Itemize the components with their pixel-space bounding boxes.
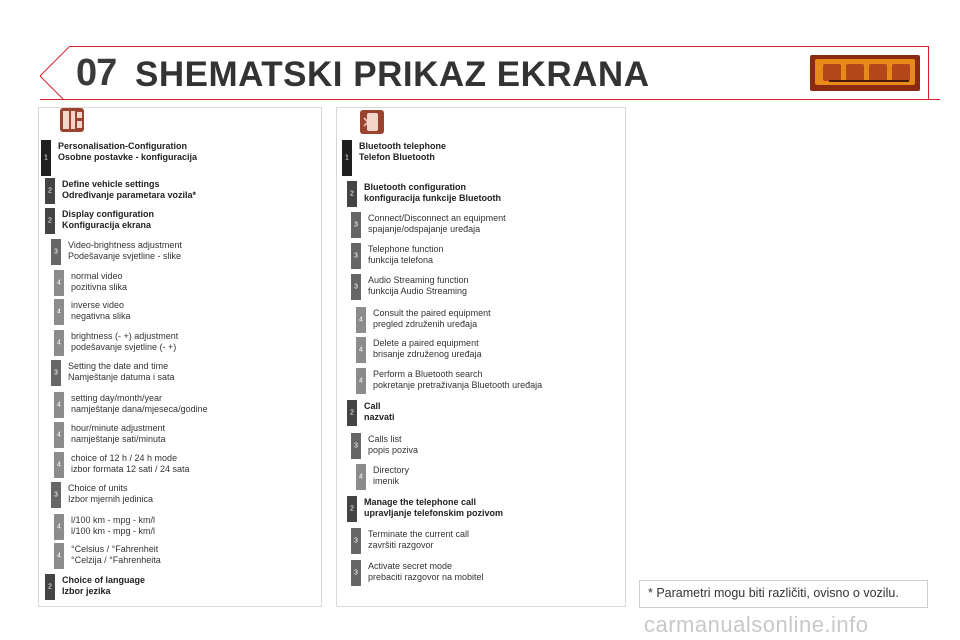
level-marker <box>51 239 61 265</box>
level-marker <box>45 574 55 600</box>
menu-item-label-hr: nazvati <box>364 411 395 422</box>
level-number: 1 <box>345 154 349 162</box>
level-marker <box>351 528 361 554</box>
level-number: 4 <box>57 401 61 409</box>
left-menu-item <box>71 423 166 444</box>
right-menu-item <box>368 213 506 234</box>
left-menu-item <box>71 300 131 321</box>
menu-item-label-hr: pregled združenih uređaja <box>373 318 478 329</box>
level-marker <box>41 140 51 176</box>
level-number: 3 <box>354 569 358 577</box>
menu-item-label-hr: spajanje/odspajanje uređaja <box>368 223 481 234</box>
level-number: 4 <box>359 377 363 385</box>
cd-icon <box>846 64 864 81</box>
level-marker <box>54 543 64 569</box>
menu-item-label-en: setting day/month/year <box>71 393 163 403</box>
menu-item-label-hr: negativna slika <box>71 310 131 321</box>
menu-item-label-en: inverse video <box>71 300 125 310</box>
level-marker <box>54 514 64 540</box>
menu-item-label-hr: Izbor mjernih jedinica <box>68 493 154 504</box>
menu-item-label-en: normal video <box>71 271 123 281</box>
menu-item-label-en: Calls list <box>368 434 402 444</box>
menu-item-label-en: Terminate the current call <box>368 529 470 539</box>
level-marker <box>342 140 352 176</box>
level-number: 2 <box>350 190 354 198</box>
right-menu-item <box>359 141 446 162</box>
menu-item-label-en: Call <box>364 401 381 411</box>
right-menu-item <box>368 275 469 296</box>
menu-item-label-en: Bluetooth telephone <box>359 141 446 151</box>
right-menu-item <box>364 497 503 518</box>
chapter-number: 07 <box>76 52 117 94</box>
left-menu-item <box>68 483 153 504</box>
left-menu-item <box>62 209 154 230</box>
header-border-bottom <box>40 99 940 100</box>
left-menu-item <box>62 179 196 200</box>
level-marker <box>45 178 55 204</box>
menu-item-label-en: choice of 12 h / 24 h mode <box>71 453 178 463</box>
right-menu-item <box>368 434 418 455</box>
level-number: 2 <box>48 583 52 591</box>
menu-item-label-en: hour/minute adjustment <box>71 423 166 433</box>
page-title: SHEMATSKI PRIKAZ EKRANA <box>135 55 650 94</box>
menu-item-label-hr: namještanje dana/mjeseca/godine <box>71 403 208 414</box>
menu-item-label-hr: Podešavanje svjetline - slike <box>68 250 182 261</box>
level-number: 4 <box>359 473 363 481</box>
menu-item-label-en: Setting the date and time <box>68 361 169 371</box>
right-menu-item <box>373 338 482 359</box>
menu-item-label-en: l/100 km - mpg - km/l <box>71 515 156 525</box>
watermark: carmanualsonline.info <box>644 612 869 637</box>
menu-item-label-hr: namještanje sati/minuta <box>71 433 166 444</box>
left-menu-item <box>68 361 175 382</box>
level-marker <box>356 464 366 490</box>
personalisation-config-icon <box>60 108 84 132</box>
menu-item-label-en: Audio Streaming function <box>368 275 469 285</box>
menu-item-label-en: °Celsius / °Fahrenheit <box>71 544 159 554</box>
left-menu-item <box>68 240 182 261</box>
menu-item-label-hr: popis poziva <box>368 444 419 455</box>
left-menu-item <box>71 515 155 536</box>
level-number: 4 <box>57 308 61 316</box>
right-menu-item <box>364 401 395 422</box>
header-border-top <box>70 46 929 47</box>
level-marker <box>45 208 55 234</box>
level-number: 3 <box>54 491 58 499</box>
menu-item-label-en: Define vehicle settings <box>62 179 160 189</box>
right-menu-item <box>368 244 444 265</box>
menu-item-label-en: brightness (- +) adjustment <box>71 331 179 341</box>
level-marker <box>356 368 366 394</box>
level-marker <box>351 433 361 459</box>
menu-item-label-en: Video-brightness adjustment <box>68 240 182 250</box>
screen-display-icon <box>810 55 920 91</box>
level-number: 4 <box>57 339 61 347</box>
menu-item-label-hr: pokretanje pretraživanja Bluetooth uređaja <box>373 379 543 390</box>
menu-item-label-en: Choice of units <box>68 483 128 493</box>
left-menu-item <box>58 141 197 162</box>
level-number: 3 <box>354 537 358 545</box>
radio-icon <box>823 64 841 81</box>
phone-icon <box>892 64 910 81</box>
left-menu-item <box>71 331 178 352</box>
menu-item-label-en: Display configuration <box>62 209 155 219</box>
level-number: 4 <box>57 431 61 439</box>
menu-item-label-en: Bluetooth configuration <box>364 182 466 192</box>
left-menu-item <box>71 544 161 565</box>
level-marker <box>351 243 361 269</box>
level-number: 4 <box>359 316 363 324</box>
level-marker <box>356 337 366 363</box>
level-number: 3 <box>354 252 358 260</box>
level-marker <box>347 400 357 426</box>
level-number: 2 <box>48 187 52 195</box>
level-number: 4 <box>57 279 61 287</box>
menu-item-label-hr: brisanje združenog uređaja <box>373 348 482 359</box>
level-number: 3 <box>354 283 358 291</box>
level-marker <box>51 360 61 386</box>
level-number: 3 <box>354 221 358 229</box>
level-number: 4 <box>57 552 61 560</box>
menu-item-label-hr: l/100 km - mpg - km/l <box>71 525 156 536</box>
level-marker <box>54 452 64 478</box>
menu-item-label-hr: podešavanje svjetline (- +) <box>71 341 177 352</box>
menu-item-label-en: Consult the paired equipment <box>373 308 491 318</box>
footnote-text: * Parametri mogu biti različiti, ovisno o vozilu. <box>648 586 899 600</box>
level-marker <box>347 496 357 522</box>
left-menu-item <box>71 393 208 414</box>
level-number: 2 <box>350 409 354 417</box>
level-marker <box>351 274 361 300</box>
menu-item-label-en: Choice of language <box>62 575 146 585</box>
level-marker <box>54 422 64 448</box>
right-menu-item <box>373 465 409 486</box>
level-number: 2 <box>350 505 354 513</box>
level-number: 2 <box>48 217 52 225</box>
menu-item-label-hr: Telefon Bluetooth <box>359 151 435 162</box>
right-menu-item <box>364 182 501 203</box>
menu-item-label-hr: °Celzija / °Fahrenheita <box>71 554 161 565</box>
level-marker <box>51 482 61 508</box>
menu-item-label-hr: konfiguracija funkcije Bluetooth <box>364 192 502 203</box>
left-menu-item <box>71 453 190 474</box>
menu-item-label-hr: izbor formata 12 sati / 24 sata <box>71 463 190 474</box>
menu-item-label-hr: Namještanje datuma i sata <box>68 371 175 382</box>
menu-item-label-en: Manage the telephone call <box>364 497 477 507</box>
menu-item-label-en: Perform a Bluetooth search <box>373 369 483 379</box>
menu-item-label-en: Delete a paired equipment <box>373 338 479 348</box>
level-marker <box>54 270 64 296</box>
menu-item-label-hr: Određivanje parametara vozila* <box>62 189 197 200</box>
level-marker <box>356 307 366 333</box>
screen-bar <box>829 80 909 82</box>
right-menu-item <box>373 369 542 390</box>
menu-item-label-en: Connect/Disconnect an equipment <box>368 213 506 223</box>
menu-item-label-hr: upravljanje telefonskim pozivom <box>364 507 504 518</box>
menu-item-label-en: Telephone function <box>368 244 444 254</box>
level-marker <box>351 560 361 586</box>
right-menu-item <box>373 308 491 329</box>
menu-item-label-hr: Konfiguracija ekrana <box>62 219 152 230</box>
left-menu-item <box>62 575 145 596</box>
level-number: 4 <box>359 346 363 354</box>
left-menu-item <box>71 271 127 292</box>
level-marker <box>347 181 357 207</box>
level-number: 3 <box>54 369 58 377</box>
level-number: 1 <box>44 154 48 162</box>
menu-item-label-hr: imenik <box>373 475 400 486</box>
level-number: 3 <box>54 248 58 256</box>
level-marker <box>54 392 64 418</box>
menu-item-label-en: Personalisation-Configuration <box>58 141 188 151</box>
menu-item-label-hr: završiti razgovor <box>368 539 434 550</box>
level-marker <box>351 212 361 238</box>
menu-item-label-hr: pozitivna slika <box>71 281 128 292</box>
level-number: 4 <box>57 461 61 469</box>
menu-item-label-hr: funkcija telefona <box>368 254 434 265</box>
menu-item-label-hr: prebaciti razgovor na mobitel <box>368 571 484 582</box>
menu-item-label-hr: Izbor jezika <box>62 585 111 596</box>
footnote-box <box>639 580 928 608</box>
menu-item-label-en: Directory <box>373 465 410 475</box>
level-marker <box>54 330 64 356</box>
bluetooth-telephone-icon <box>360 110 384 134</box>
level-marker <box>54 299 64 325</box>
right-menu-item <box>368 561 484 582</box>
level-number: 3 <box>354 442 358 450</box>
menu-item-label-en: Activate secret mode <box>368 561 453 571</box>
config-icon <box>869 64 887 81</box>
right-menu-item <box>368 529 469 550</box>
menu-item-label-hr: funkcija Audio Streaming <box>368 285 468 296</box>
header-border-right <box>928 46 929 100</box>
menu-item-label-hr: Osobne postavke - konfiguracija <box>58 151 198 162</box>
level-number: 4 <box>57 523 61 531</box>
